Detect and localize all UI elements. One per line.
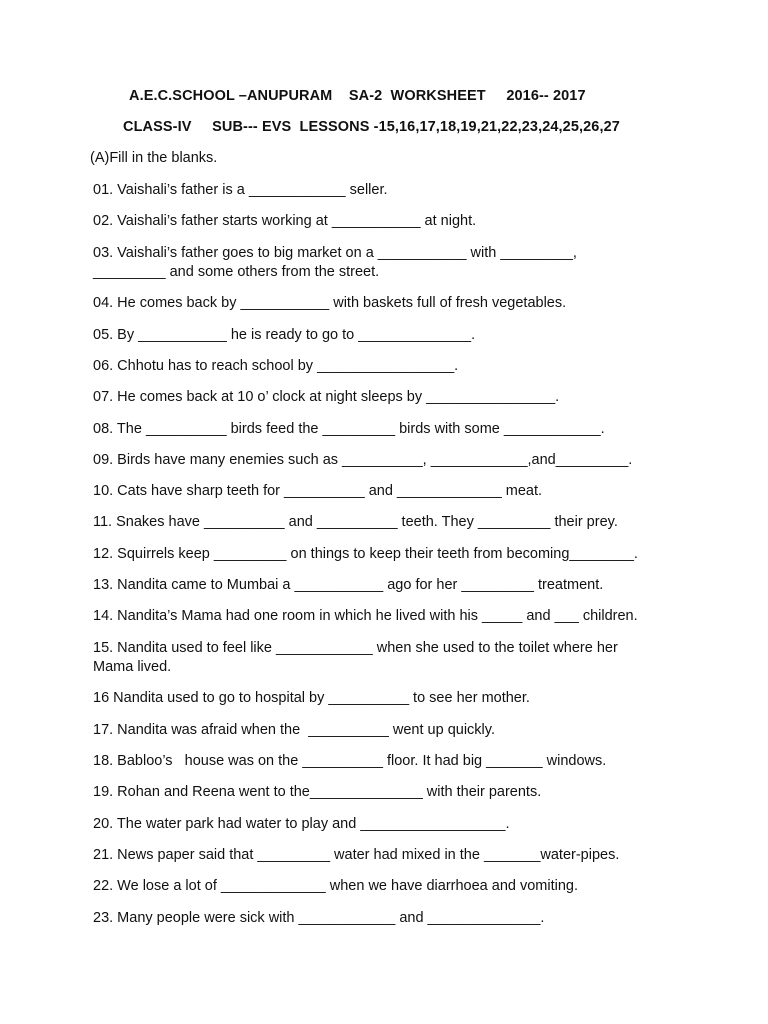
question-03: 03. Vaishali’s father goes to big market on a ___________ with _________, _________ and some others from the street. [93, 244, 577, 281]
question-17: 17. Nandita was afraid when the __________ went up quickly. [93, 721, 495, 738]
question-14: 14. Nandita’s Mama had one room in which he lived with his _____ and ___ children. [93, 608, 638, 625]
question-04: 04. He comes back by ___________ with baskets full of fresh vegetables. [93, 295, 567, 312]
section-title: (A)Fill in the blanks. [90, 150, 218, 166]
question-02: 02. Vaishali’s father starts working at ___________ at night. [93, 213, 477, 230]
question-21: 21. News paper said that _________ water had mixed in the _______water-pipes. [93, 846, 620, 863]
worksheet-title: A.E.C.SCHOOL –ANUPURAM SA-2 WORKSHEET 2016-- 2017 [129, 88, 586, 104]
question-20: 20. The water park had water to play and __________________. [93, 815, 510, 832]
question-23: 23. Many people were sick with ____________ and ______________. [93, 909, 545, 926]
question-13: 13. Nandita came to Mumbai a ___________ ago for her _________ treatment. [93, 577, 604, 594]
question-06: 06. Chhotu has to reach school by _________________. [93, 357, 459, 374]
question-10: 10. Cats have sharp teeth for __________ and _____________ meat. [93, 483, 543, 500]
question-05: 05. By ___________ he is ready to go to ______________. [93, 326, 476, 343]
question-22: 22. We lose a lot of _____________ when we have diarrhoea and vomiting. [93, 878, 579, 895]
worksheet-subtitle: CLASS-IV SUB--- EVS LESSONS -15,16,17,18,19,21,22,23,24,25,26,27 [123, 119, 620, 135]
question-12: 12. Squirrels keep _________ on things to keep their teeth from becoming________. [93, 545, 638, 562]
question-11: 11. Snakes have __________ and __________ teeth. They _________ their prey. [93, 514, 618, 531]
question-07: 07. He comes back at 10 o’ clock at night sleeps by ________________. [93, 389, 560, 406]
question-list [93, 181, 693, 940]
question-19: 19. Rohan and Reena went to the______________ with their parents. [93, 784, 542, 801]
question-09: 09. Birds have many enemies such as __________, ____________,and_________. [93, 451, 633, 468]
question-15: 15. Nandita used to feel like ____________ when she used to the toilet where her Mama lived. [93, 639, 618, 676]
question-08: 08. The __________ birds feed the _________ birds with some ____________. [93, 420, 605, 437]
question-18: 18. Babloo’s house was on the __________ floor. It had big _______ windows. [93, 753, 607, 770]
question-16: 16 Nandita used to go to hospital by __________ to see her mother. [93, 690, 530, 707]
question-01: 01. Vaishali’s father is a ____________ seller. [93, 182, 388, 198]
